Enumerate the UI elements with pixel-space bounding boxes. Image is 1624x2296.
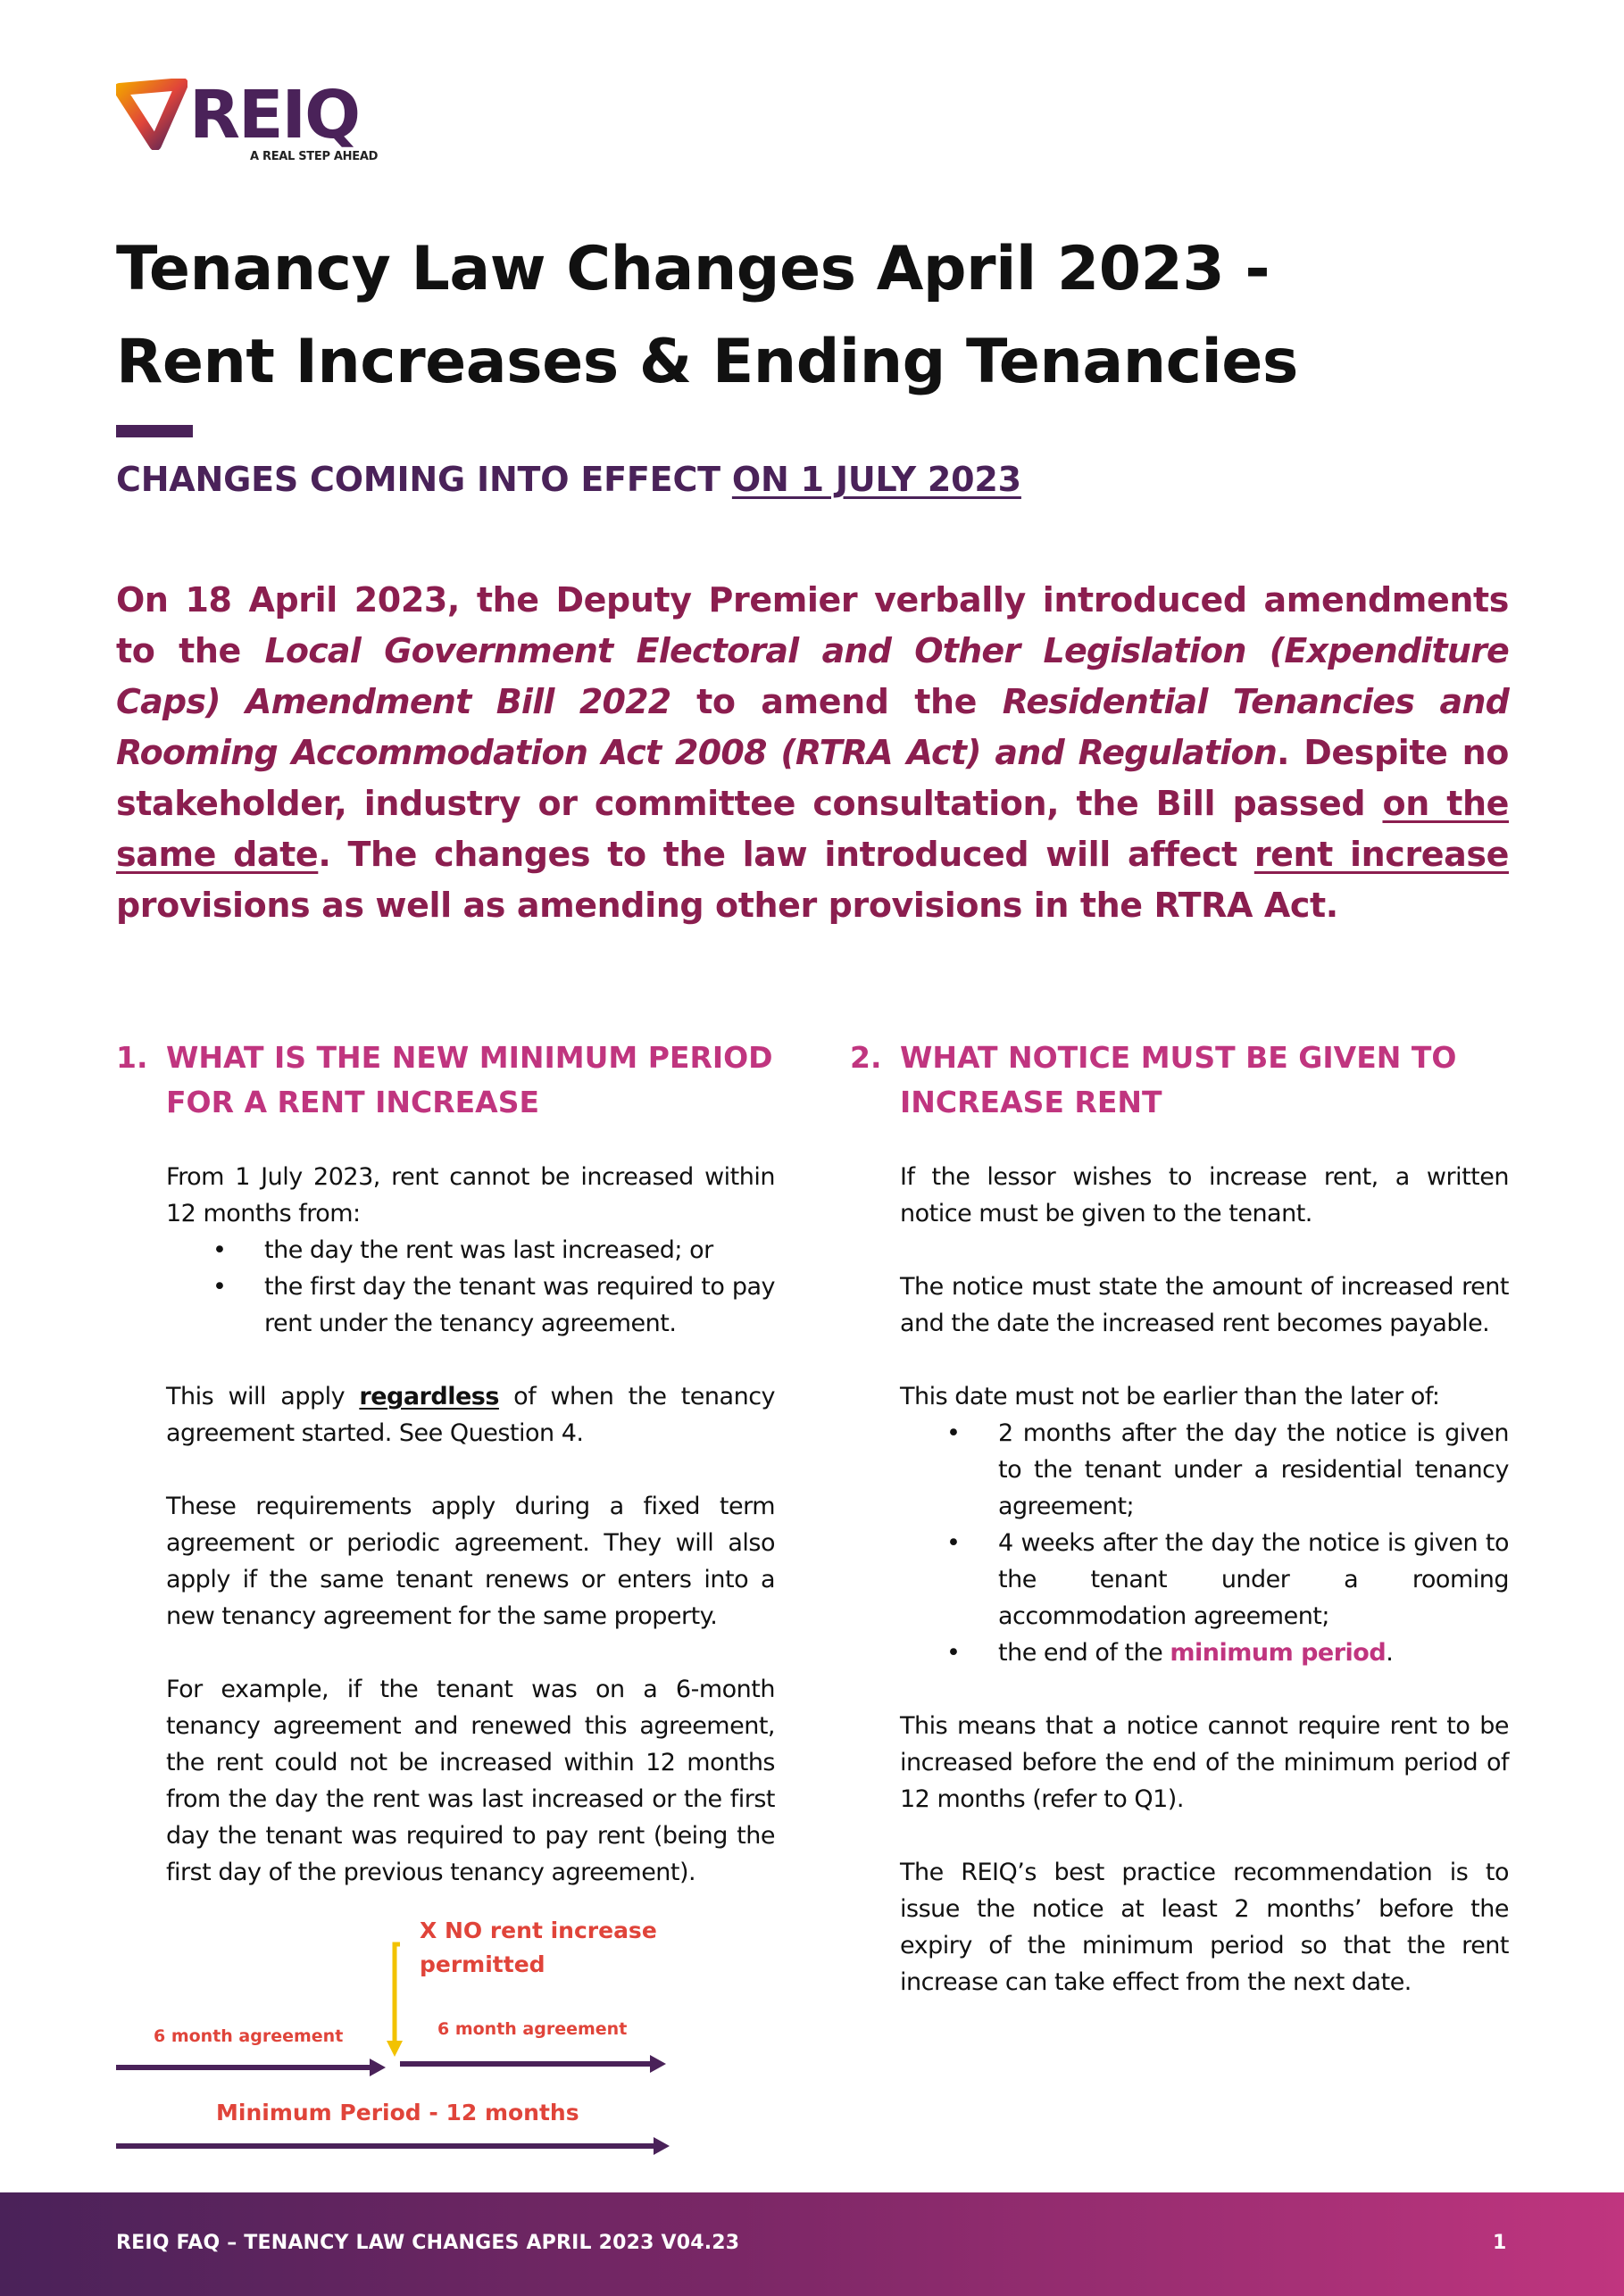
q1-number: 1. [116, 1040, 148, 1075]
q2-paragraph-2: The notice must state the amount of increased rent and the date the increased rent becomes payable. [900, 1273, 1509, 1337]
q2-bullet3-text-a: the end of the [998, 1639, 1170, 1667]
intro-text-1: On 18 April 2023, the Deputy Premier verbally introduced amendments to the [116, 580, 1509, 670]
minimum-period-diagram [116, 1910, 687, 2169]
q2-heading-line-2: INCREASE RENT [900, 1085, 1162, 1119]
intro-bill-name: Local Government Electoral and Other Legislation (Expenditure Caps) Amendment Bill 2022 [116, 631, 1510, 721]
q1-bullet: • the first day the tenant was required to pay rent under the tenancy agreement. [166, 1269, 775, 1342]
no-increase-line-2: permitted [420, 1951, 545, 1977]
page-title [116, 223, 1509, 409]
page-number: 1 [1493, 2232, 1507, 2254]
q1-body [166, 1159, 775, 1891]
q1-heading-text [166, 1036, 773, 1125]
q2-paragraph-3: This date must not be earlier than the later of: [900, 1383, 1440, 1410]
agreement-2-label: 6 month agreement [437, 2019, 628, 2039]
q2-bullet3-emphasis: minimum period [1170, 1639, 1387, 1667]
q2-paragraph-4: This means that a notice cannot require rent to be increased before the end of the minimum period of 12 months (refer to Q1). [900, 1712, 1509, 1813]
q2-heading-line-1: WHAT NOTICE MUST BE GIVEN TO [900, 1040, 1457, 1075]
q1-paragraph-2 [166, 1378, 775, 1452]
intro-act-name: Residential Tenancies and Rooming Accommodation Act 2008 (RTRA Act) and Regulation [116, 682, 1509, 772]
q1-p2-emphasis: regardless [359, 1383, 499, 1410]
q2-paragraph-5: The REIQ’s best practice recommendation is to issue the notice at least 2 months’ before the expiry of the minimum period so that the rent increase can take effect from the next date. [900, 1859, 1509, 1996]
no-increase-line-1: X NO rent increase [420, 1917, 657, 1943]
intro-same-date: on the same date [116, 784, 1509, 874]
no-increase-pointer-head [387, 2041, 403, 2057]
minimum-period-arrowhead [654, 2137, 670, 2155]
q1-heading [116, 1036, 795, 1134]
footer-label: REIQ FAQ – TENANCY LAW CHANGES APRIL 2023 V04.23 [116, 2232, 740, 2254]
logo-tagline: A REAL STEP AHEAD [250, 150, 379, 163]
agreement-1-label: 6 month agreement [154, 2026, 344, 2046]
intro-text-5: provisions as well as amending other provisions in the RTRA Act. [116, 886, 1338, 925]
intro-paragraph [116, 575, 1509, 931]
q2-bullet: • 4 weeks after the day the notice is given to the tenant under a rooming accommodation agreement; [900, 1525, 1509, 1635]
q1-paragraph-1: From 1 July 2023, rent cannot be increased within 12 months from: [166, 1163, 775, 1227]
no-increase-pointer [395, 1944, 400, 2041]
title-line-1: Tenancy Law Changes April 2023 - [116, 234, 1270, 304]
q2-heading [850, 1036, 1528, 1134]
q2-heading-text [900, 1036, 1456, 1125]
agreement-2-arrowhead [650, 2055, 666, 2073]
reiq-logo-icon [116, 79, 187, 150]
title-divider [116, 425, 193, 437]
subtitle-lead: CHANGES COMING INTO EFFECT [116, 460, 732, 499]
intro-text-2: to amend the [670, 682, 1003, 721]
q2-bullet: • 2 months after the day the notice is given to the tenant under a residential tenancy agreement; [900, 1415, 1509, 1525]
intro-rent-increase: rent increase [1253, 835, 1509, 874]
q2-bullet-list [900, 1415, 1509, 1671]
minimum-period-label: Minimum Period - 12 months [216, 2100, 579, 2125]
q2-paragraph-1: If the lessor wishes to increase rent, a written notice must be given to the tenant. [900, 1163, 1509, 1227]
intro-text-4: . The changes to the law introduced will affect [318, 835, 1254, 874]
q1-heading-line-1: WHAT IS THE NEW MINIMUM PERIOD [166, 1040, 773, 1075]
q1-p2-text-a: This will apply [166, 1383, 360, 1410]
q1-paragraph-3: These requirements apply during a fixed term agreement or periodic agreement. They will also apply if the same tenant renews or enters into a new tenancy agreement for the same property. [166, 1493, 775, 1630]
q2-number: 2. [850, 1040, 882, 1075]
title-line-2: Rent Increases & Ending Tenancies [116, 327, 1298, 397]
q1-heading-line-2: FOR A RENT INCREASE [166, 1085, 540, 1119]
logo-wordmark: REIQ [189, 77, 359, 154]
q1-paragraph-4: For example, if the tenant was on a 6-month tenancy agreement and renewed this agreement, the rent could not be increased within 12 months from the day the rent was last increased or the first day the tenant was required to pay rent (being the first day of the previous tenancy agreement). [166, 1676, 775, 1886]
q1-p2-text-b: of when the tenancy agreement started. See Question 4. [166, 1383, 776, 1447]
q2-body [900, 1159, 1509, 2001]
q2-bullet3-text-b: . [1386, 1639, 1394, 1667]
agreement-1-arrowhead [370, 2059, 386, 2076]
subtitle-date: ON 1 JULY 2023 [731, 460, 1021, 499]
q2-bullet [900, 1635, 1509, 1671]
effective-date-heading [116, 460, 1021, 499]
q1-bullet-list [166, 1232, 775, 1342]
intro-text-3: . Despite no stakeholder, industry or committee consultation, the Bill passed [116, 733, 1509, 823]
reiq-logo [116, 79, 384, 168]
q1-bullet: • the day the rent was last increased; or [166, 1232, 775, 1269]
no-increase-label [420, 1914, 657, 1982]
